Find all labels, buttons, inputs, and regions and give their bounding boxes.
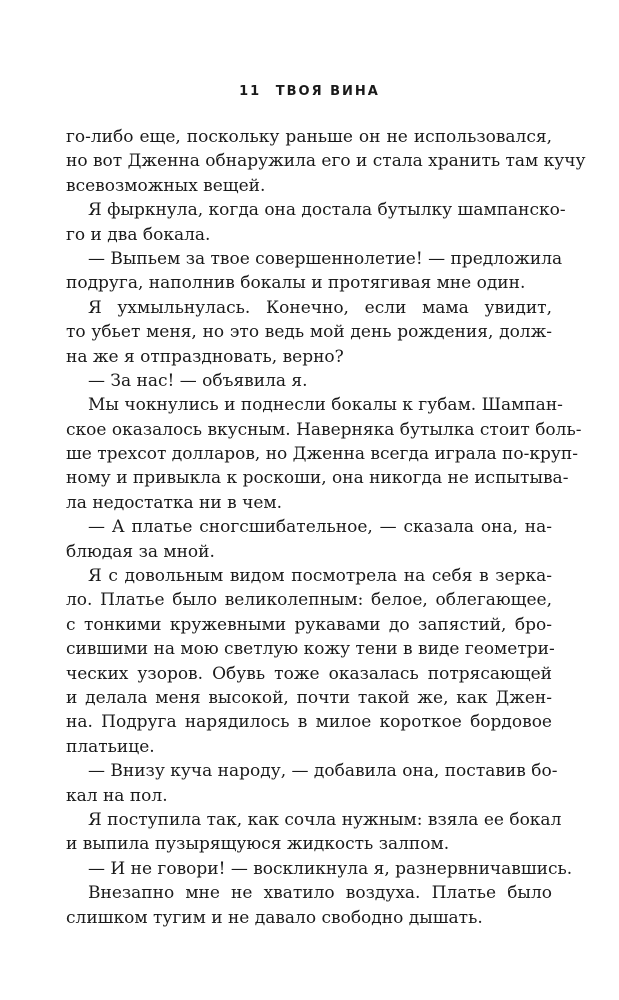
paragraph bbox=[66, 125, 586, 198]
text-line: Я фыркнула, когда она достала бутылку шампанско- bbox=[88, 200, 566, 221]
paragraph bbox=[66, 808, 562, 857]
paragraph bbox=[66, 198, 566, 247]
text-line: Я ухмыльнулась. Конечно, если мама увидит, bbox=[88, 297, 552, 318]
text-line: го-либо еще, поскольку раньше он не использовался, bbox=[66, 127, 552, 147]
text-line: — Внизу куча народу, — добавила она, поставив бо- bbox=[88, 761, 558, 782]
text-line: блюдая за мной. bbox=[66, 541, 215, 562]
chapter-title: ТВОЯ ВИНА bbox=[275, 84, 380, 99]
paragraph bbox=[66, 857, 573, 881]
paragraph bbox=[66, 881, 552, 930]
text-line: на же я отпраздновать, верно? bbox=[66, 346, 344, 367]
text-line: и выпила пузырящуюся жидкость залпом. bbox=[66, 834, 450, 855]
body-text bbox=[66, 125, 586, 930]
text-line: то убьет меня, но это ведь мой день рождения, долж- bbox=[66, 322, 552, 343]
text-line: Я поступила так, как сочла нужным: взяла ее бокал bbox=[88, 809, 562, 830]
text-line: — И не говори! — воскликнула я, разнервничавшись. bbox=[88, 858, 573, 879]
text-line: кал на пол. bbox=[66, 785, 168, 806]
text-line: с тонкими кружевными рукавами до запястий, бро- bbox=[66, 614, 552, 635]
text-line: и делала меня высокой, почти такой же, как Джен- bbox=[66, 687, 552, 708]
text-line: ческих узоров. Обувь тоже оказалась потрясающей bbox=[66, 663, 552, 684]
paragraph bbox=[66, 296, 552, 369]
page-number: 11 bbox=[239, 84, 262, 99]
text-line: ла недостатка ни в чем. bbox=[66, 492, 283, 513]
text-line: платьице. bbox=[66, 736, 155, 757]
paragraph bbox=[66, 247, 563, 296]
text-line: Мы чокнулись и поднесли бокалы к губам. Шампан- bbox=[88, 395, 563, 416]
text-line: ному и привыкла к роскоши, она никогда не испытыва- bbox=[66, 468, 569, 489]
text-line: на. Подруга нарядилось в милое короткое бордовое bbox=[66, 712, 552, 733]
text-line: подруга, наполнив бокалы и протягивая мне один. bbox=[66, 273, 526, 294]
text-line: — За нас! — объявила я. bbox=[88, 370, 308, 391]
text-line: — А платье сногсшибательное, — сказала она, на- bbox=[88, 517, 552, 538]
paragraph bbox=[66, 515, 552, 564]
text-line: но вот Дженна обнаружила его и стала хранить там кучу bbox=[66, 151, 586, 172]
text-line: ское оказалось вкусным. Наверняка бутылка стоит боль- bbox=[66, 419, 582, 440]
text-line: го и два бокала. bbox=[66, 224, 211, 245]
running-header bbox=[0, 84, 619, 100]
text-line: сившими на мою светлую кожу тени в виде геометри- bbox=[66, 639, 555, 660]
text-line: ло. Платье было великолепным: белое, облегающее, bbox=[66, 590, 552, 611]
text-line: слишком тугим и не давало свободно дышать. bbox=[66, 907, 483, 928]
text-line: Внезапно мне не хватило воздуха. Платье было bbox=[88, 883, 552, 904]
text-line: Я с довольным видом посмотрела на себя в зерка- bbox=[88, 566, 552, 587]
text-line: — Выпьем за твое совершеннолетие! — предложила bbox=[88, 248, 563, 269]
paragraph bbox=[66, 759, 558, 808]
paragraph bbox=[66, 393, 582, 515]
paragraph bbox=[66, 369, 552, 393]
paragraph bbox=[66, 564, 555, 759]
text-line: всевозможных вещей. bbox=[66, 175, 266, 196]
text-line: ше трехсот долларов, но Дженна всегда играла по-круп- bbox=[66, 444, 578, 465]
